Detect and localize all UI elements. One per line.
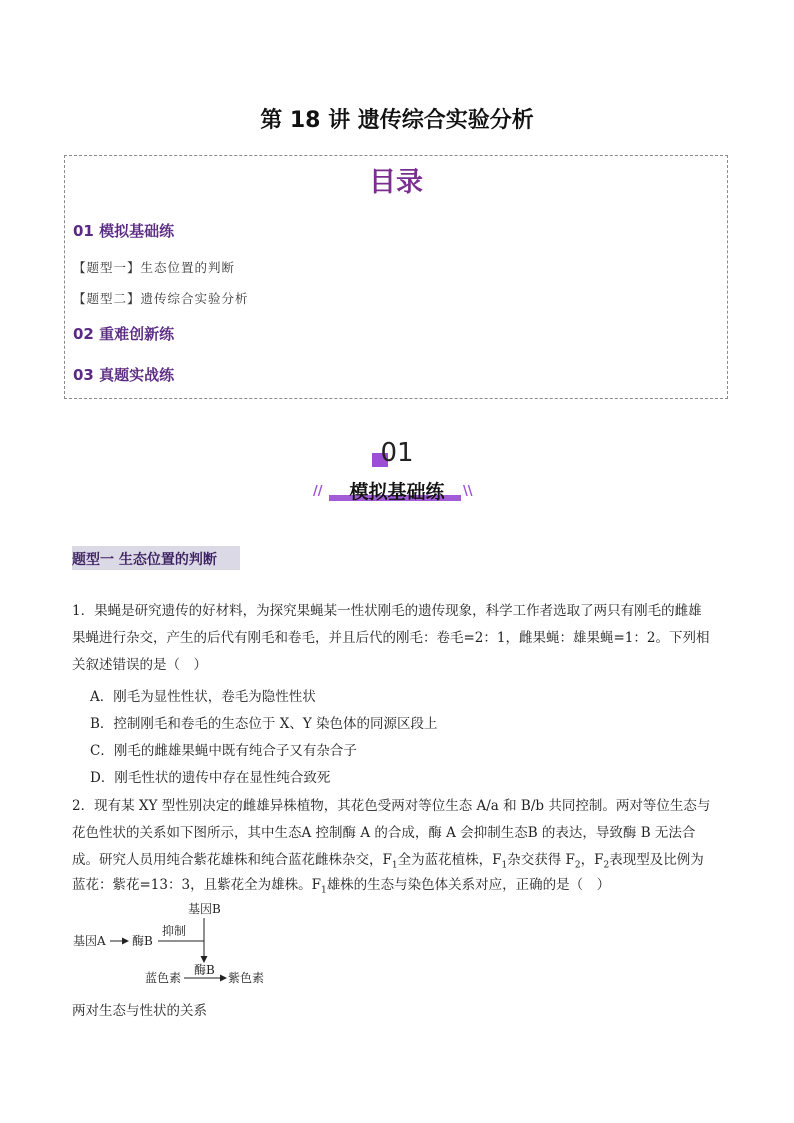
toc-item-02[interactable]: 02 重难创新练 xyxy=(73,325,175,343)
diagram-enzyme-b-1: 酶B xyxy=(132,934,153,948)
question-2-line-2: 花色性状的关系如下图所示，其中生态A 控制酶 A 的合成，酶 A 会抑制生态B 的表达，导致酶 B 无法合 xyxy=(72,825,696,841)
question-1-option-a[interactable]: A．刚毛为显性性状，卷毛为隐性性状 xyxy=(90,689,316,705)
question-2-line-1: 2．现有某 XY 型性别决定的雌雄异株植物，其花色受两对等位生态 A/a 和 B/b 共同控制。两对等位生态与 xyxy=(72,798,711,814)
banner-slash-left: // xyxy=(313,484,323,499)
question-2-line-4: 蓝花：紫花=13：3，且紫花全为雄株。$F_1$雄株的生态与染色体关系对应，正确的是（ ） xyxy=(72,877,611,896)
question-1-option-c[interactable]: C．刚毛的雌雄果蝇中既有纯合子又有杂合子 xyxy=(90,743,357,759)
type-heading xyxy=(72,546,240,570)
section-number: 01 xyxy=(380,438,414,468)
question-1-option-b[interactable]: B．控制刚毛和卷毛的生态位于 X、Y 染色体的同源区段上 xyxy=(90,716,438,732)
toc-item-type-2[interactable]: 【题型二】遗传综合实验分析 xyxy=(73,291,249,306)
question-2-line-3: 成。研究人员用纯合紫花雄株和纯合蓝花雌株杂交，$F_1$全为蓝花植株，$F_1$杂交获得 $F_2$，$F_2$表现型及比例为 xyxy=(72,852,704,871)
section-banner xyxy=(313,475,481,505)
question-1-line-1: 1．果蝇是研究遗传的好材料，为探究果蝇某一性状刚毛的遗传现象，科学工作者选取了两只有刚毛的雌雄 xyxy=(72,603,702,619)
diagram-caption: 两对生态与性状的关系 xyxy=(72,1003,207,1019)
diagram-blue-pigment: 蓝色素 xyxy=(145,971,182,985)
diagram-inhibit-label: 抑制 xyxy=(162,924,187,938)
table-of-contents xyxy=(64,155,728,399)
toc-item-03[interactable]: 03 真题实战练 xyxy=(73,366,175,384)
diagram-gene-a: 基因A xyxy=(73,934,106,948)
diagram-purple-pigment: 紫色素 xyxy=(228,971,265,985)
banner-slash-right: \\ xyxy=(463,484,473,499)
toc-item-01[interactable]: 01 模拟基础练 xyxy=(73,222,175,240)
diagram-enzyme-b-2: 酶B xyxy=(194,963,215,977)
toc-heading: 目录 xyxy=(369,167,423,198)
question-1-line-3: 关叙述错误的是（ ） xyxy=(72,657,207,673)
question-1-line-2: 果蝇进行杂交，产生的后代有刚毛和卷毛，并且后代的刚毛：卷毛=2：1，雌果蝇：雄果蝇=1：2。下列相 xyxy=(72,630,710,646)
section-title: 模拟基础练 xyxy=(349,481,445,503)
type-heading-text: 题型一 生态位置的判断 xyxy=(72,552,217,568)
page-title: 第 18 讲 遗传综合实验分析 xyxy=(260,108,534,133)
question-1-option-d[interactable]: D．刚毛性状的遗传中存在显性纯合致死 xyxy=(90,770,331,786)
diagram-gene-b: 基因B xyxy=(188,902,221,916)
gene-pathway-diagram xyxy=(70,898,290,993)
toc-item-type-1[interactable]: 【题型一】生态位置的判断 xyxy=(73,260,236,275)
